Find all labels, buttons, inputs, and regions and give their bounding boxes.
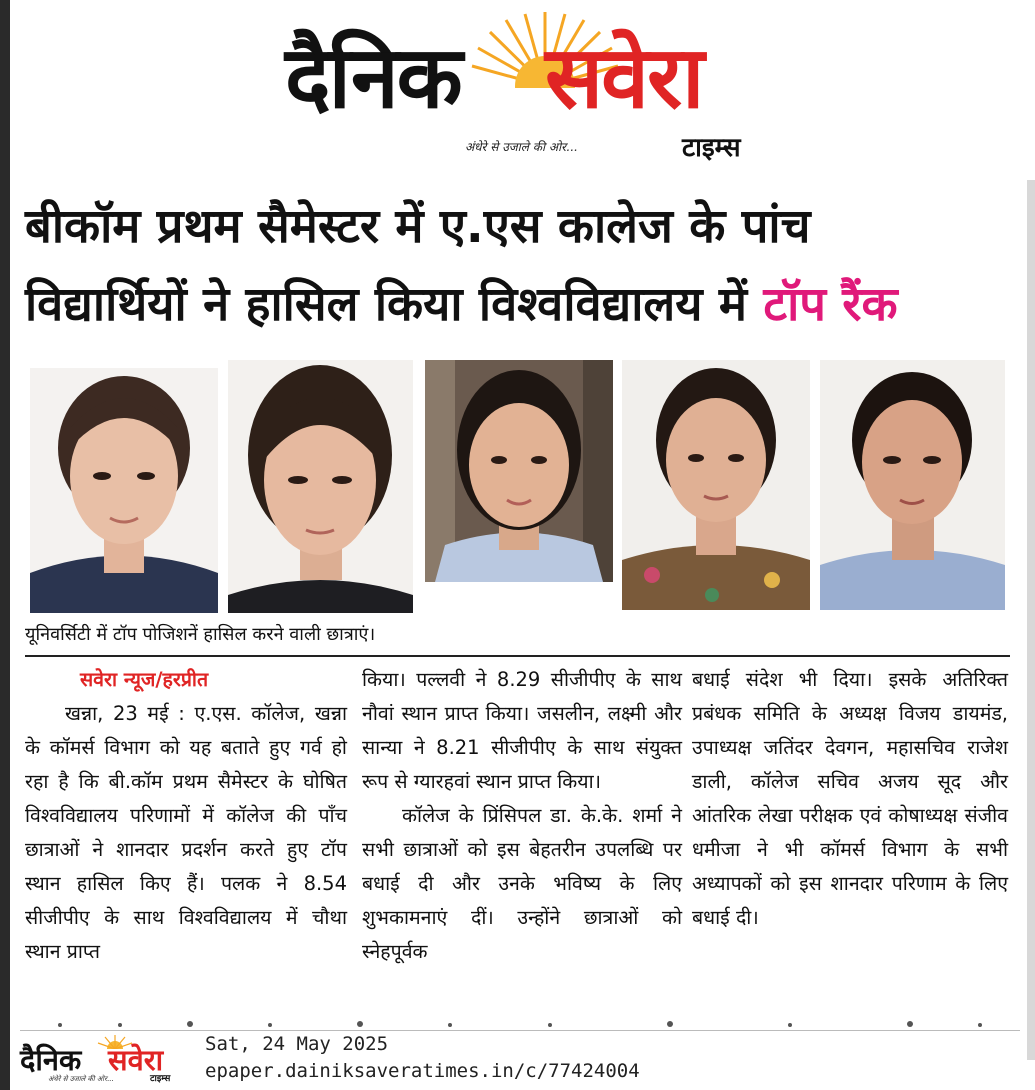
headline-highlight: टॉप रैंक [763,277,898,332]
caption-divider [25,655,1010,657]
masthead-name-savera: सवेरा [545,28,703,128]
footer-divider [20,1030,1020,1031]
headline-line-2-main: विद्यार्थियों ने हासिल किया विश्वविद्यालय में [25,277,748,332]
article-column-2 [362,663,682,969]
student-photo-1 [30,368,218,613]
article-byline: सवेरा न्यूज/हरप्रीत [80,668,209,691]
masthead-suffix: टाइम्स [682,133,741,163]
footer-logo-tagline: अंधेरे से उजाले की ओर... [48,1075,114,1083]
article-column-1 [25,663,347,969]
student-photo-3 [425,360,613,582]
publication-date: Sat, 24 May 2025 [205,1033,389,1055]
student-photo-2 [228,360,413,613]
article-headline [25,188,1015,344]
article-column-3-text: बधाई संदेश भी दिया। इसके अतिरिक्त प्रबंधक समिति के अध्यक्ष विजय डायमंड, उपाध्यक्ष जतिंदर देवगन, महासचिव राजेश डाली, कॉलेज सचिव अजय सूद और आंतरिक लेखा परीक्षक एवं कोषाध्यक्ष संजीव धमीजा ने भी कॉमर्स विभाग के सभी अध्यापकों को इस शानदार परिणाम के लिए बधाई दी। [692,668,1008,929]
footer-logo-savera: सवेरा [108,1043,164,1077]
student-photo-4 [622,360,810,610]
masthead [0,0,1035,170]
masthead-tagline: अंधेरे से उजाले की ओर... [465,140,578,154]
next-article-fragment [30,1018,1010,1028]
article-column-3 [692,663,1008,935]
right-edge-strip [1027,180,1035,1060]
photo-caption: यूनिवर्सिटी में टॉप पोजिशनें हासिल करने वाली छात्राएं। [25,624,376,645]
headline-line-2 [25,266,1015,344]
footer-logo-suffix: टाइम्स [150,1074,171,1084]
student-photos [30,360,1005,615]
article-column-2-paragraph-1: किया। पल्लवी ने 8.29 सीजीपीए के साथ नौवां स्थान प्राप्त किया। जसलीन, लक्ष्मी और सान्या ने 8.21 सीजीपीए के साथ संयुक्त रूप से ग्यारहवां स्थान प्राप्त किया। [362,668,682,793]
article-column-1-text: खन्ना, 23 मई : ए.एस. कॉलेज, खन्ना के कॉमर्स विभाग को यह बताते हुए गर्व हो रहा है कि बी.कॉम प्रथम सैमेस्टर के घोषित विश्वविद्यालय परिणामों में कॉलेज की पाँच छात्राओं ने शानदार प्रदर्शन करते हुए टॉप स्थान हासिल किए हैं। पलक ने 8.54 सीजीपीए के साथ विश्वविद्यालय में चौथा स्थान प्राप्त [25,702,347,963]
student-photo-5 [820,360,1005,610]
headline-line-1: बीकॉम प्रथम सैमेस्टर में ए.एस कालेज के पांच [25,199,811,254]
epaper-link[interactable]: epaper.dainiksaveratimes.in/c/77424004 [205,1060,640,1082]
masthead-name-dainik: दैनिक [285,28,461,128]
footer-logo-dainik: दैनिक [20,1043,82,1077]
article-column-2-paragraph-2: कॉलेज के प्रिंसिपल डा. के.के. शर्मा ने सभी छात्राओं को इस बेहतरीन उपलब्धि पर बधाई दी और उनके भविष्य के लिए शुभकामनाएं दीं। उन्होंने छात्राओं को स्नेहपूर्वक [362,804,682,963]
